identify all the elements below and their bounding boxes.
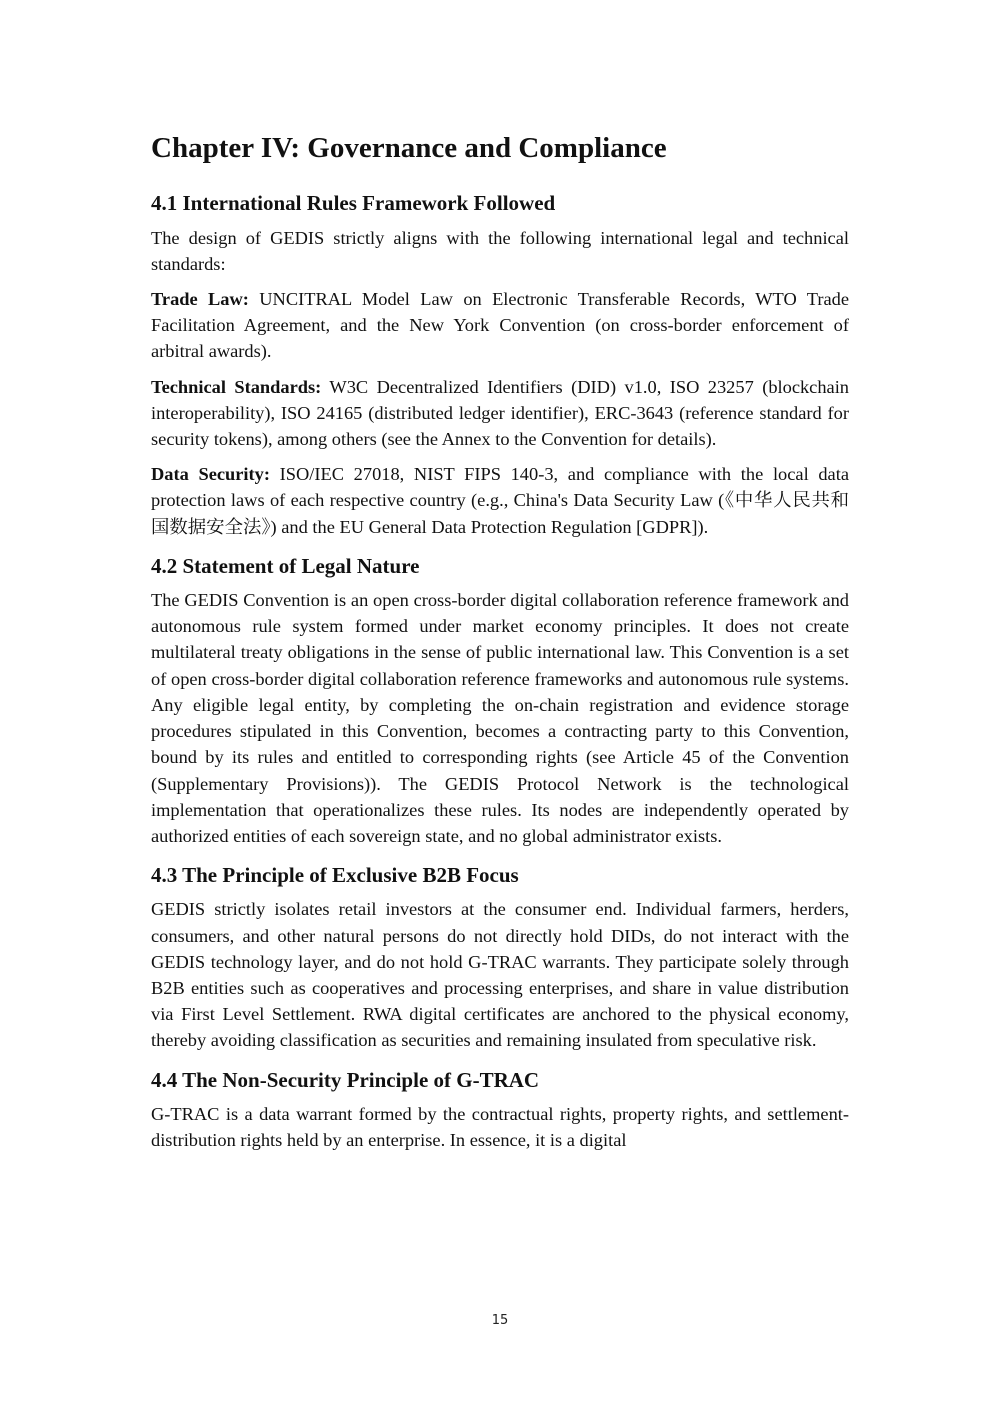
section-4-1 — [151, 190, 849, 540]
item-text: UNCITRAL Model Law on Electronic Transferable Records, WTO Trade Facilitation Agreement, and the New York Convention (on cross-border enforcement of arbitral awards). — [151, 288, 849, 362]
item-text: ISO/IEC 27018, NIST FIPS 140-3, and compliance with the local data protection laws of each respective country (e.g., China's Data Security Law (《中华人民共和国数据安全法》) and the EU General Data Protection Regulation [GDPR]). — [151, 464, 849, 537]
section-4-3 — [151, 862, 849, 1054]
section-heading: 4.4 The Non-Security Principle of G-TRAC — [151, 1067, 540, 1092]
list-item-data-security — [151, 461, 849, 540]
item-lead: Data Security: — [151, 464, 270, 485]
section-4-4 — [151, 1067, 849, 1154]
page-number: 15 — [491, 1313, 509, 1328]
chapter-title: Chapter IV: Governance and Compliance — [151, 132, 667, 164]
document-page — [151, 126, 849, 1166]
section-intro: The design of GEDIS strictly aligns with the following international legal and technical standards: — [151, 227, 849, 274]
list-item-trade-law — [151, 286, 849, 365]
section-heading: 4.3 The Principle of Exclusive B2B Focus — [151, 863, 519, 888]
section-body: G-TRAC is a data warrant formed by the contractual rights, property rights, and settlement-distribution rights held by an enterprise. In essence, it is a digital — [151, 1103, 849, 1151]
section-4-2 — [151, 553, 849, 849]
section-heading: 4.2 Statement of Legal Nature — [151, 553, 420, 578]
section-body: GEDIS strictly isolates retail investors at the consumer end. Individual farmers, herders, consumers, and other natural persons do not directly hold DIDs, do not interact with the GEDIS technology layer, and do not hold G-TRAC warrants. They participate solely through B2B entities such as cooperatives and processing enterprises, and share in value distribution via First Level Settlement. RWA digital certificates are anchored to the physical economy, thereby avoiding classification as securities and remaining insulated from speculative risk. — [151, 899, 849, 1051]
item-text: W3C Decentralized Identifiers (DID) v1.0, ISO 23257 (blockchain interoperability), ISO 24165 (distributed ledger identifier), ERC-3643 (reference standard for security tokens), among others (see the Annex to the Convention for details). — [151, 376, 850, 449]
item-lead: Trade Law: — [151, 288, 249, 309]
section-body: The GEDIS Convention is an open cross-border digital collaboration reference framework and autonomous rule system formed under market economy principles. It does not create multilateral treaty obligations in the sense of public international law. This Convention is a set of open cross-border digital collaboration reference frameworks and autonomous rule systems. Any eligible legal entity, by completing the on-chain registration and evidence storage procedures stipulated in this Convention, becomes a contracting party to this Convention, bound by its rules and entitled to corresponding rights (see Article 45 of the Convention (Supplementary Provisions)). The GEDIS Protocol Network is the technological implementation that operationalizes these rules. Its nodes are independently operated by authorized entities of each sovereign state, and no global administrator exists. — [151, 590, 849, 846]
section-heading: 4.1 International Rules Framework Followed — [151, 191, 556, 216]
list-item-technical-standards — [151, 374, 849, 453]
item-lead: Technical Standards: — [151, 376, 322, 397]
